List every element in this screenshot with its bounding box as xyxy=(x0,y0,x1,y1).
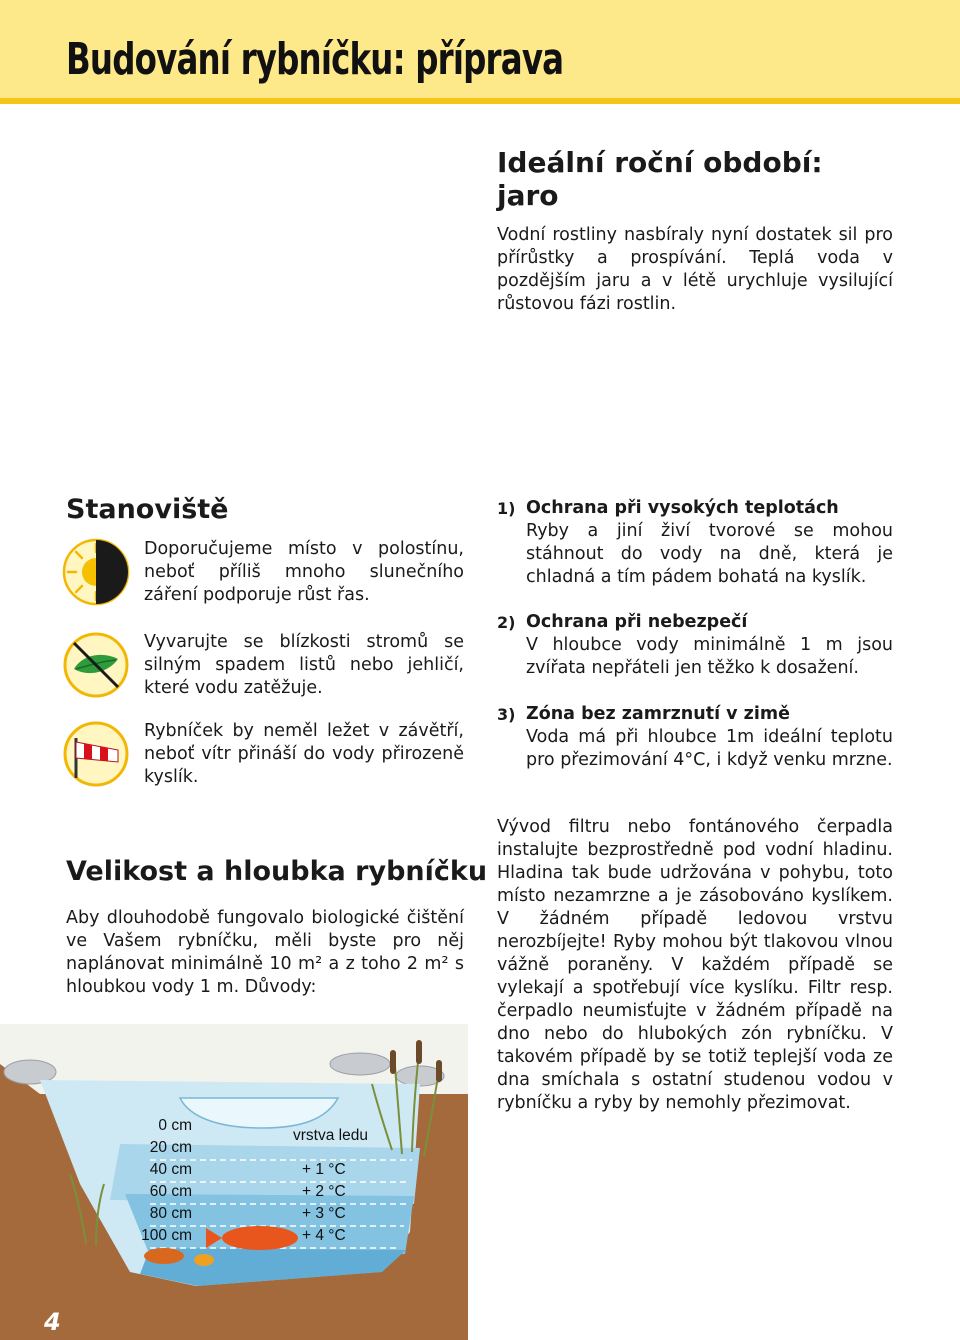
location-tip-text: Doporučujeme místo v polostínu, neboť příliš mnoho slunečního záření podporuje růst řas. xyxy=(144,539,464,605)
season-heading-line2: jaro xyxy=(497,179,559,212)
reason-title: Ochrana při nebezpečí xyxy=(526,612,748,632)
reason-text: Voda má při hloubce 1m ideální teplotu pro přezimování 4°C, i když venku mrzne. xyxy=(526,727,893,770)
page-title: Budování rybníčku: příprava xyxy=(66,34,564,85)
temperature-label: + 1 °C xyxy=(302,1161,346,1178)
no-falling-leaves-icon xyxy=(62,631,130,699)
reason-number: 1) xyxy=(497,499,516,518)
season-paragraph: Vodní rostliny nasbíraly nyní dostatek sil pro přírůstky a prospívání. Teplá voda v pozdějším jaru a v létě urychluje vysilující růstovou fázi rostlin. xyxy=(497,225,893,314)
season-heading-line1: Ideální roční období: xyxy=(497,146,823,179)
depth-label: 20 cm xyxy=(149,1139,192,1156)
depth-label: 0 cm xyxy=(158,1117,192,1134)
reason-number: 2) xyxy=(497,613,516,632)
sun-half-shade-icon xyxy=(62,538,130,606)
reason-title: Ochrana při vysokých teplotách xyxy=(526,498,839,518)
filter-paragraph: Vývod filtru nebo fontánového čerpadla instalujte bezprostředně pod vodní hladinu. Hladina tak bude udržována v pohybu, toto místo nezamrzne a je zásobováno kyslíkem. V žádném případě ledovou vrstvu nerozbíjejte! Ryby mohou být tlakovou vlnou vážně poraněny. V každém případě se vylekají a spotřebují více kyslíku. Filtr resp. čerpadlo neumisťujte v žádném případě na dno nebo do hlubokých zón rybníčku. V takovém případě by se totiž teplejší voda ze dna smíchala s ostatní studenou vodou v rybníčku a ryby by nemohly přezimovat. xyxy=(497,817,893,1113)
reason-text: Ryby a jiní živí tvorové se mohou stáhnout do vody na dně, která je chladná a tím pádem bohatá na kyslík. xyxy=(526,521,893,587)
temperature-label: + 2 °C xyxy=(302,1183,346,1200)
page-number: 4 xyxy=(44,1308,61,1336)
season-heading xyxy=(497,146,897,212)
location-tip-text: Rybníček by neměl ležet v závětří, neboť vítr přináší do vody přirozeně kyslík. xyxy=(144,721,464,787)
size-heading: Velikost a hloubka rybníčku xyxy=(66,856,488,887)
reason-number: 3) xyxy=(497,705,516,724)
temperature-label: + 3 °C xyxy=(302,1205,346,1222)
size-paragraph: Aby dlouhodobě fungovalo biologické čištění ve Vašem rybníčku, měli byste pro něj naplánovat minimálně 10 m² a z toho 2 m² s hloubkou vody 1 m. Důvody: xyxy=(66,908,464,997)
temperature-label: + 4 °C xyxy=(302,1227,346,1244)
location-tip-text: Vyvarujte se blízkosti stromů se silným spadem listů nebo jehličí, které vodu zatěžuje. xyxy=(144,632,464,698)
location-heading: Stanoviště xyxy=(66,494,229,525)
depth-label: 40 cm xyxy=(149,1161,192,1178)
reason-title: Zóna bez zamrznutí v zimě xyxy=(526,704,790,724)
depth-label: 60 cm xyxy=(149,1183,192,1200)
ice-layer-label: vrstva ledu xyxy=(293,1127,368,1144)
reason-text: V hloubce vody minimálně 1 m jsou zvířata nepřáteli jen těžko k dosažení. xyxy=(526,635,893,678)
depth-label: 100 cm xyxy=(141,1227,192,1244)
windsock-icon xyxy=(62,720,130,788)
pond-cross-section-diagram xyxy=(0,1024,468,1340)
depth-label: 80 cm xyxy=(149,1205,192,1222)
